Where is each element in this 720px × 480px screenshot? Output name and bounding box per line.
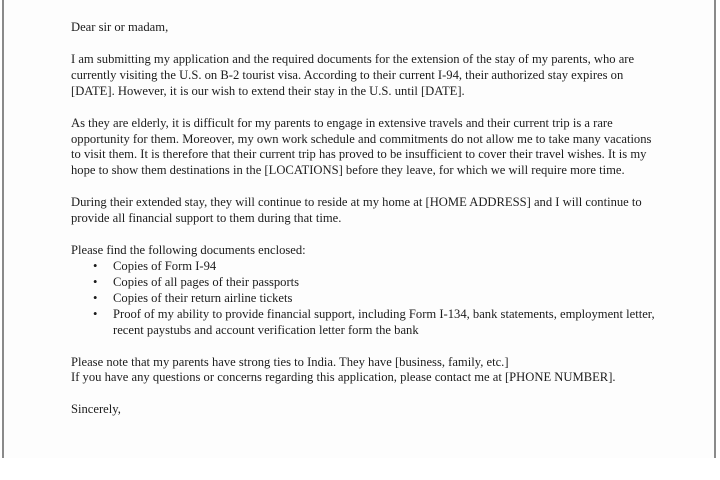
list-item-text: Copies of their return airline tickets — [113, 290, 293, 305]
list-item — [93, 258, 661, 275]
closing: Sincerely, — [71, 402, 121, 417]
list-item — [93, 274, 661, 291]
contact-note: If you have any questions or concerns regarding this application, please contact me at [PHONE NUMBER]. — [71, 370, 616, 385]
bullet-icon: • — [93, 258, 98, 273]
bullet-icon: • — [93, 274, 98, 289]
list-item — [93, 290, 661, 307]
documents-intro: Please find the following documents enclosed: — [71, 243, 306, 258]
paragraph-extension-request: I am submitting my application and the required documents for the extension of the stay of my parents, who are currently visiting the U.S. on B-2 tourist visa. According to their current I-94, their authorized stay expires on [DATE]. However, it is our wish to extend their stay in the U.S. until [DATE]. — [71, 51, 635, 98]
bullet-icon: • — [93, 290, 98, 305]
paragraph-residence: During their extended stay, they will continue to reside at my home at [HOME ADDRESS] and I will continue to provide all financial support to them during that time. — [71, 195, 642, 226]
paragraph-reason: As they are elderly, it is difficult for my parents to engage in extensive travels and their current trip is a rare opportunity for them. Moreover, my own work schedule and commitments do not allow me to take many vacations to visit them. It is therefore that their current trip has proved to be insufficient to cover their travel wishes. It is my hope to show them destinations in the [LOCATIONS] before they leave, for which we will require more time. — [71, 115, 652, 178]
bullet-icon: • — [93, 306, 98, 321]
list-item-text: Proof of my ability to provide financial support, including Form I-134, bank statements, employment letter, recent paystubs and account verification letter form the bank — [113, 306, 655, 337]
documents-list — [71, 259, 661, 339]
bottom-margin — [0, 458, 720, 480]
letter-body — [71, 20, 661, 434]
ties-note: Please note that my parents have strong ties to India. They have [business, family, etc.] — [71, 354, 509, 369]
list-item-text: Copies of Form I-94 — [113, 258, 217, 273]
list-item — [93, 306, 661, 339]
salutation: Dear sir or madam, — [71, 20, 169, 34]
list-item-text: Copies of all pages of their passports — [113, 274, 300, 289]
letter-page — [2, 0, 716, 458]
